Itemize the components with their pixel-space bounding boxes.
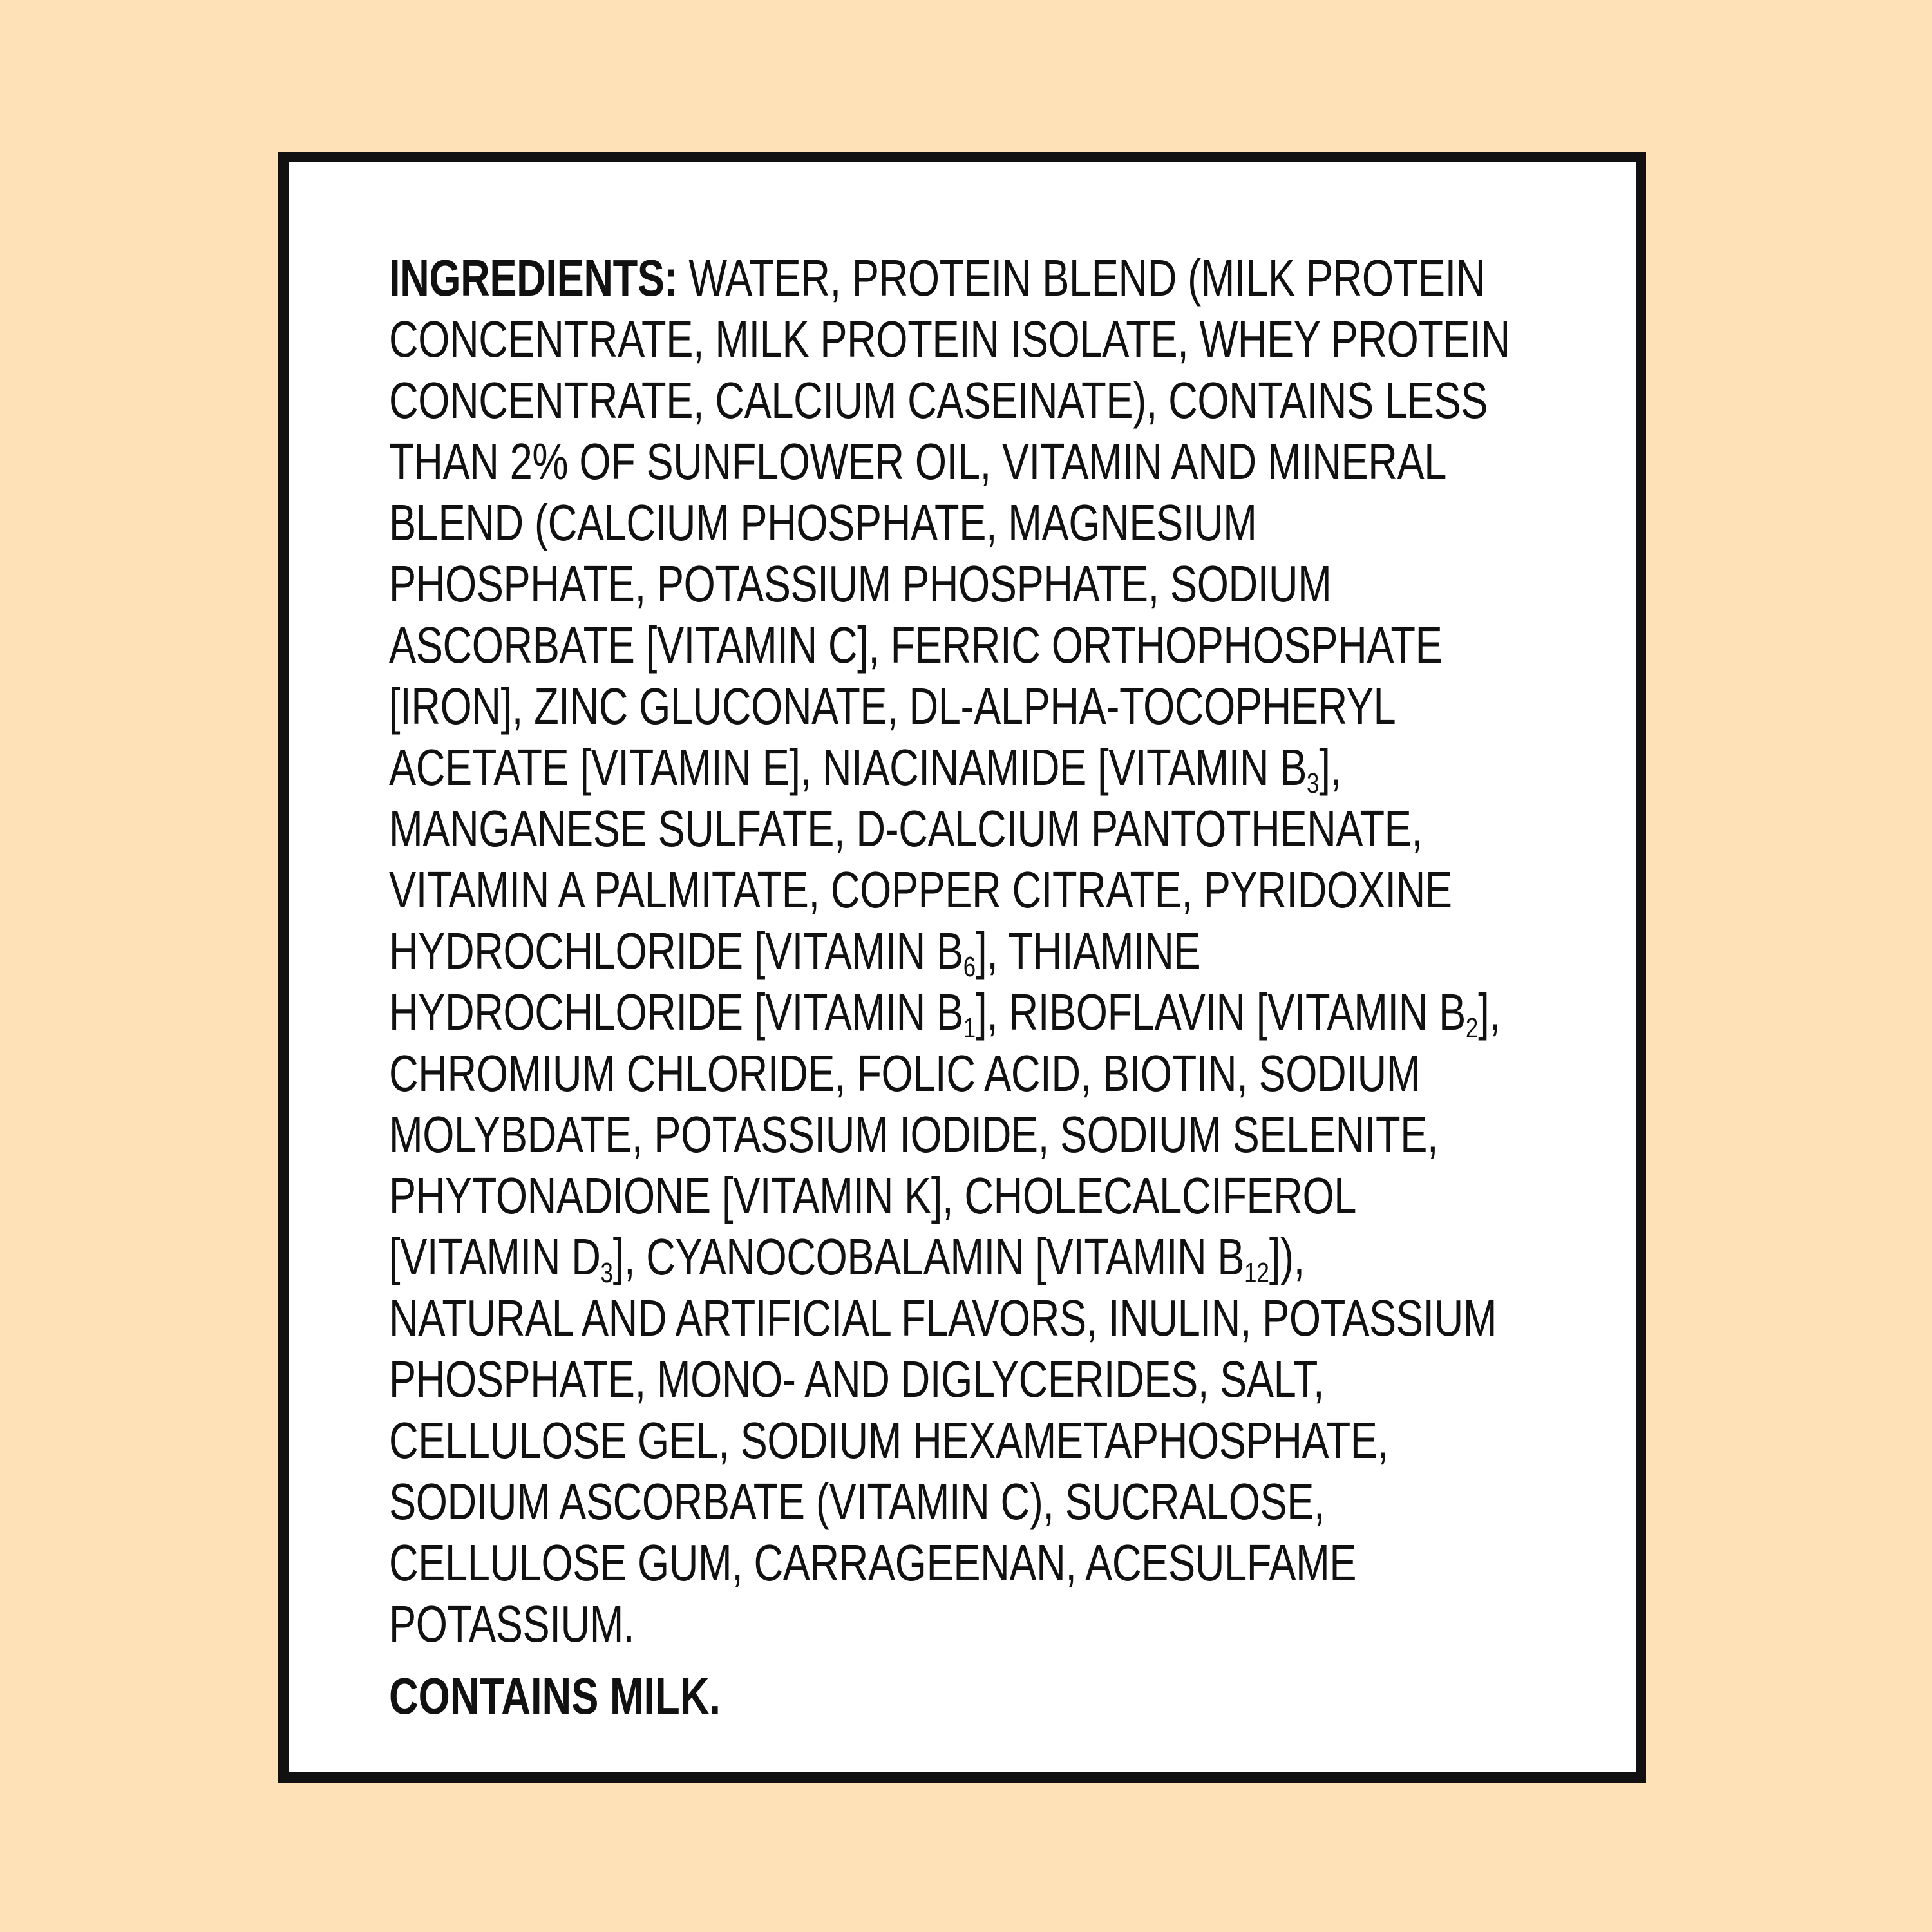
- ingredients-line-9: [389, 737, 1350, 798]
- ingredients-line-17: [389, 1226, 1350, 1287]
- ingredients-line-7: ASCORBATE [VITAMIN C], FERRIC ORTHOPHOSPHATE: [389, 616, 1443, 674]
- ingredients-line-3: CONCENTRATE, CALCIUM CASEINATE), CONTAINS LESS: [389, 372, 1488, 429]
- ingredients-line-18: NATURAL AND ARTIFICIAL FLAVORS, INULIN, POTASSIUM: [389, 1289, 1497, 1347]
- ingredients-label-panel: [278, 152, 1646, 1783]
- ingredients-text: ],: [1478, 983, 1501, 1041]
- ingredients-line-23: POTASSIUM.: [389, 1595, 635, 1653]
- subscript: 1: [963, 1012, 976, 1044]
- ingredients-line-6: PHOSPHATE, POTASSIUM PHOSPHATE, SODIUM: [389, 555, 1332, 612]
- ingredients-text: ]),: [1269, 1228, 1305, 1285]
- ingredients-text: ], RIBOFLAVIN [VITAMIN B: [976, 983, 1466, 1041]
- ingredients-line-4: THAN 2% OF SUNFLOWER OIL, VITAMIN AND MINERAL: [389, 433, 1447, 490]
- subscript: 3: [1307, 768, 1320, 799]
- ingredients-line-15: MOLYBDATE, POTASSIUM IODIDE, SODIUM SELENITE,: [389, 1106, 1439, 1163]
- ingredients-line-1: [389, 247, 1486, 308]
- allergen-statement: CONTAINS MILK.: [389, 1667, 721, 1725]
- ingredients-text: ], CYANOCOBALAMIN [VITAMIN B: [612, 1228, 1245, 1285]
- ingredients-line-16: PHYTONADIONE [VITAMIN K], CHOLECALCIFEROL: [389, 1167, 1357, 1224]
- ingredients-text: HYDROCHLORIDE [VITAMIN B: [389, 922, 963, 980]
- ingredients-text: [VITAMIN D: [389, 1228, 601, 1285]
- ingredients-line-10: MANGANESE SULFATE, D-CALCIUM PANTOTHENATE,: [389, 800, 1423, 857]
- ingredients-line-13: [389, 981, 1501, 1044]
- ingredients-text: WATER, PROTEIN BLEND (MILK PROTEIN: [688, 249, 1486, 307]
- subscript: 3: [600, 1257, 613, 1289]
- ingredients-heading: INGREDIENTS:: [389, 249, 678, 307]
- ingredients-text: ], THIAMINE: [976, 922, 1201, 980]
- ingredients-line-21: SODIUM ASCORBATE (VITAMIN C), SUCRALOSE,: [389, 1473, 1325, 1530]
- ingredients-line-12: [389, 920, 1350, 981]
- ingredients-line-8: [IRON], ZINC GLUCONATE, DL-ALPHA-TOCOPHERYL: [389, 677, 1396, 735]
- ingredients-line-19: PHOSPHATE, MONO- AND DIGLYCERIDES, SALT,: [389, 1350, 1325, 1408]
- ingredients-text: ACETATE [VITAMIN E], NIACINAMIDE [VITAMIN B: [389, 739, 1307, 796]
- subscript: 12: [1244, 1257, 1269, 1289]
- ingredients-line-5: BLEND (CALCIUM PHOSPHATE, MAGNESIUM: [389, 494, 1257, 551]
- ingredients-list: [389, 247, 1510, 1654]
- ingredients-line-20: CELLULOSE GEL, SODIUM HEXAMETAPHOSPHATE,: [389, 1412, 1388, 1469]
- ingredients-text: ],: [1319, 739, 1341, 796]
- subscript: 6: [963, 951, 976, 983]
- ingredients-line-11: VITAMIN A PALMITATE, COPPER CITRATE, PYRIDOXINE: [389, 861, 1452, 918]
- ingredients-line-22: CELLULOSE GUM, CARRAGEENAN, ACESULFAME: [389, 1534, 1357, 1591]
- ingredients-text: HYDROCHLORIDE [VITAMIN B: [389, 983, 963, 1041]
- subscript: 2: [1465, 1012, 1479, 1044]
- ingredients-line-2: CONCENTRATE, MILK PROTEIN ISOLATE, WHEY PROTEIN: [389, 310, 1510, 368]
- ingredients-line-14: CHROMIUM CHLORIDE, FOLIC ACID, BIOTIN, SODIUM: [389, 1045, 1420, 1102]
